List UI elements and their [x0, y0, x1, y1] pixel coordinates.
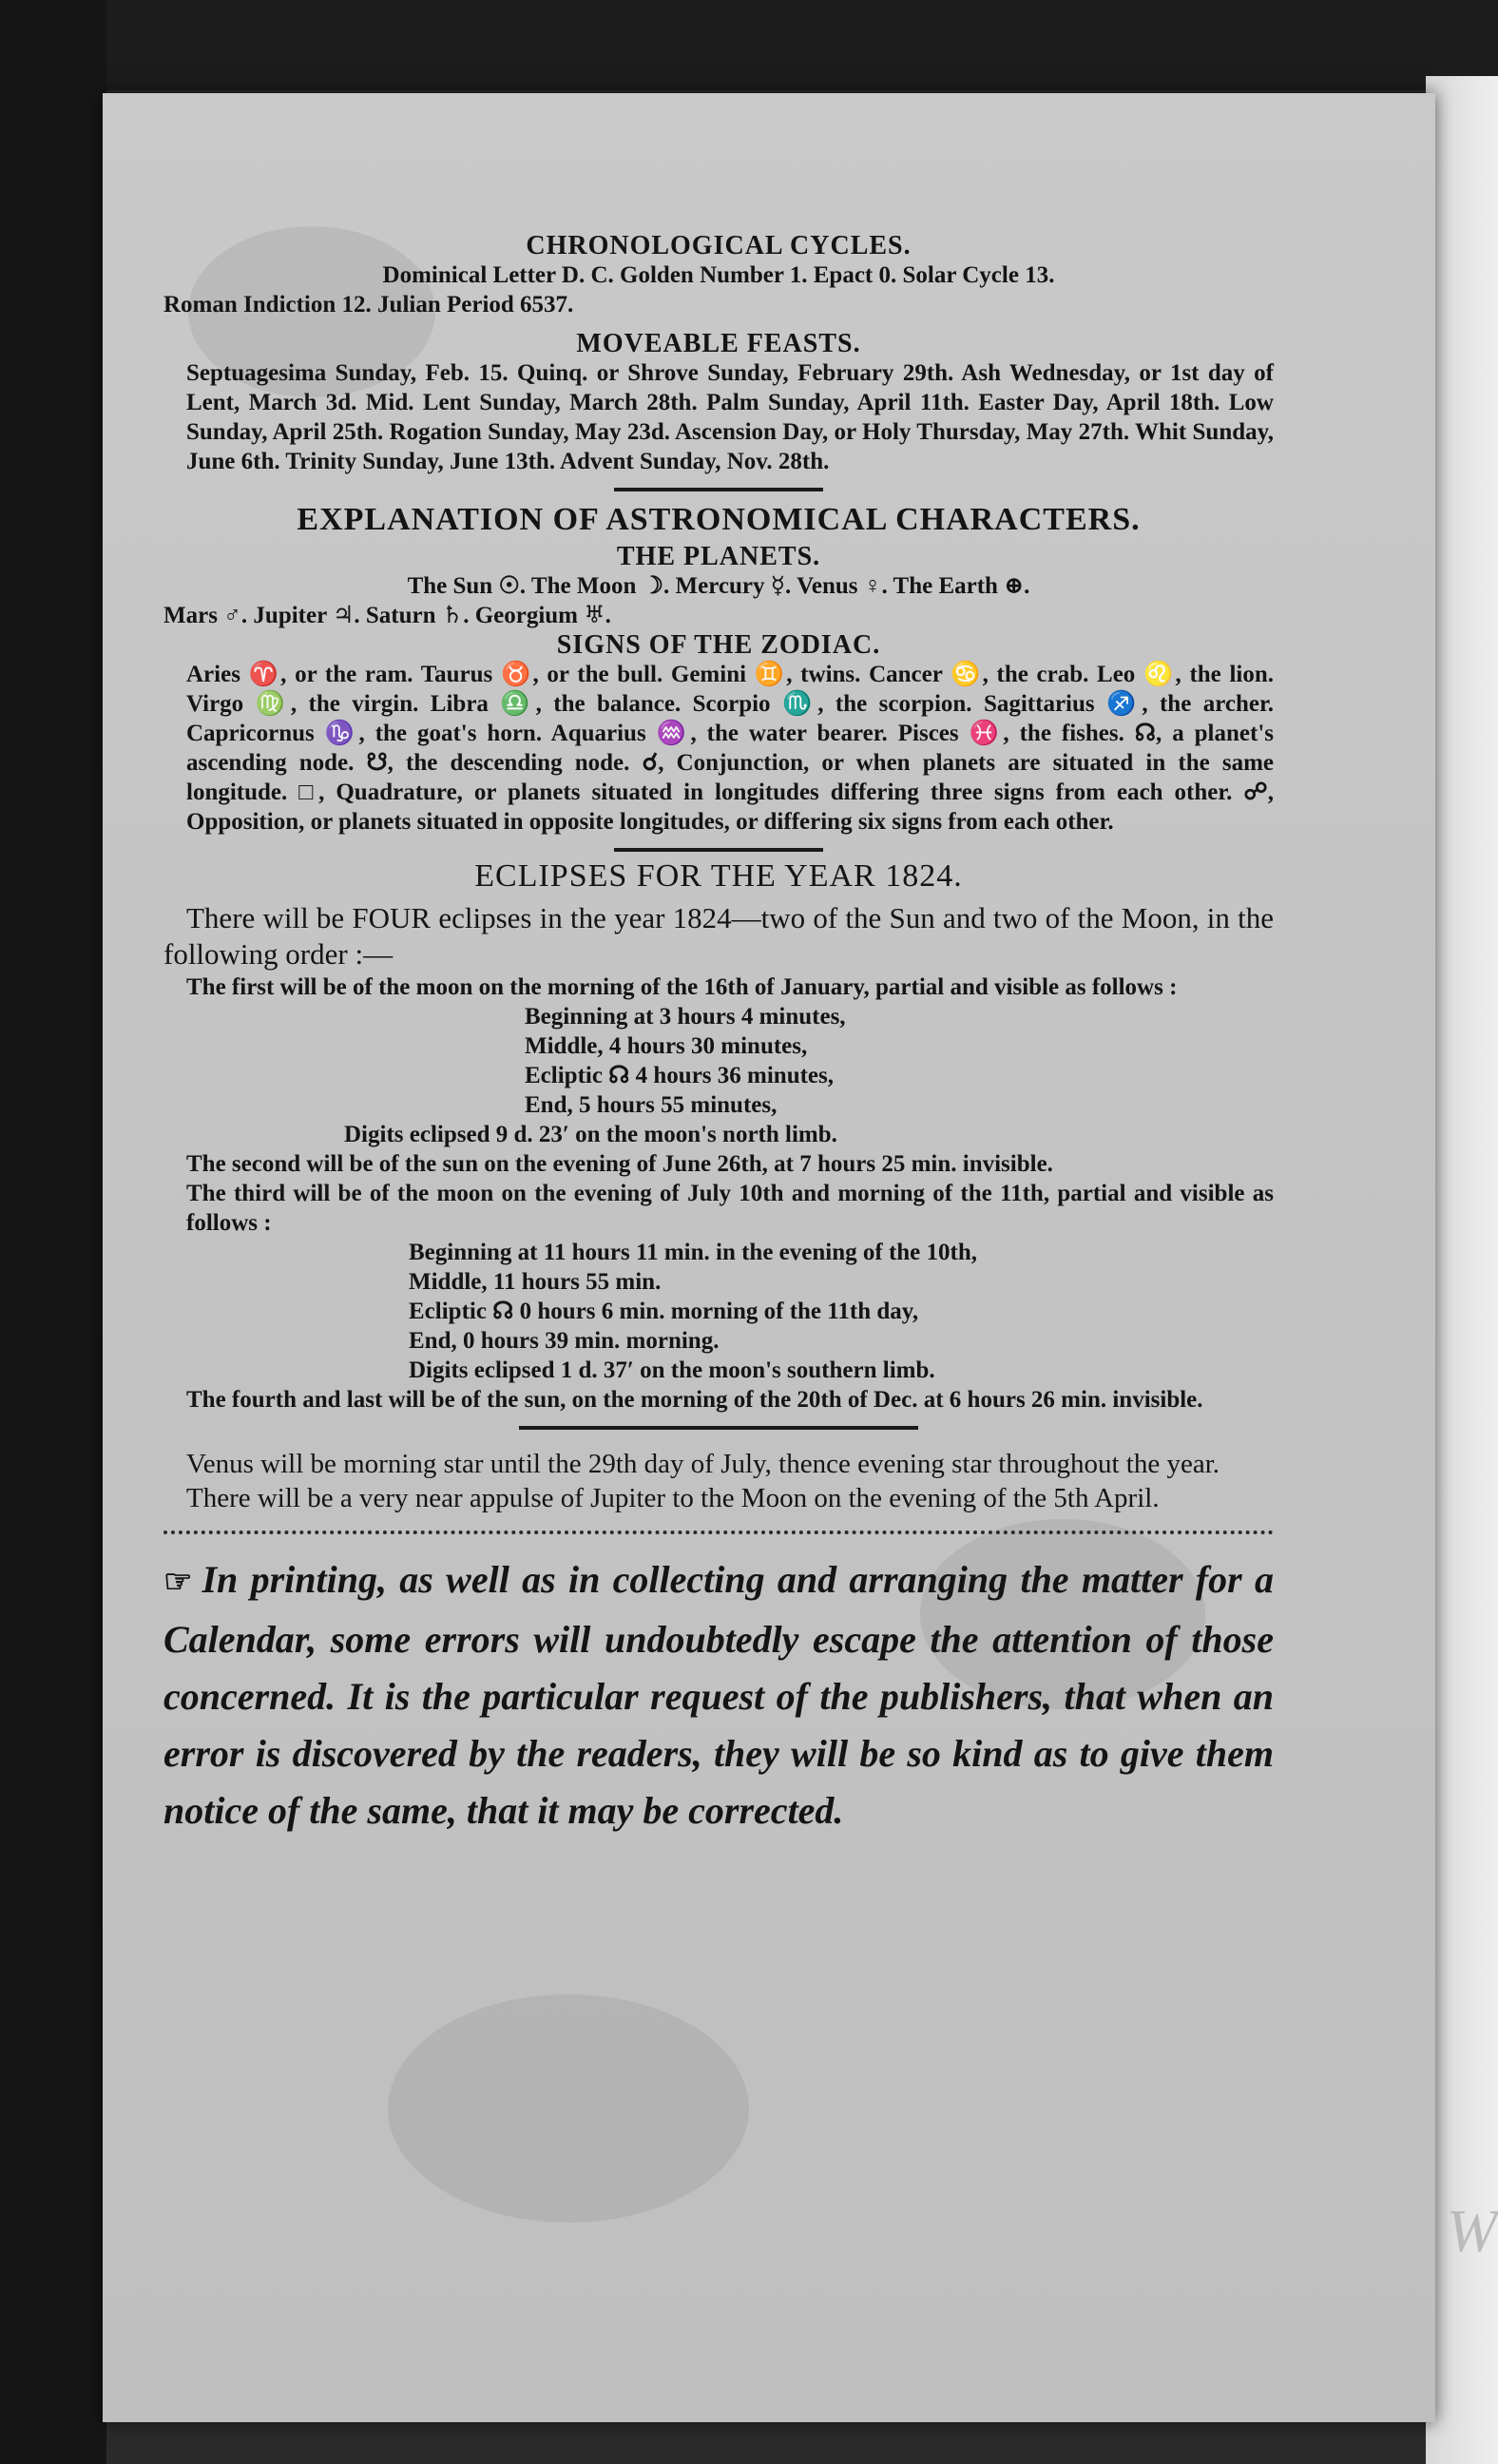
moveable-feasts-title: MOVEABLE FEASTS.: [576, 329, 861, 358]
adjacent-page-fragment: W: [1447, 2197, 1498, 2264]
eclipse-time-line: Beginning at 3 hours 4 minutes,: [525, 1004, 846, 1030]
chronological-line-1: Dominical Letter D. C. Golden Number 1. Epact 0. Solar Cycle 13.: [382, 262, 1055, 288]
eclipse-fourth: The fourth and last will be of the sun, on the morning of the 20th of Dec. at 6 hours 26 min. invisible.: [186, 1387, 1203, 1413]
eclipse-time-line: Ecliptic ☊ 4 hours 36 minutes,: [525, 1063, 834, 1088]
page-content: [163, 223, 1274, 1839]
zodiac-text: Aries ♈, or the ram. Taurus ♉, or the bull. Gemini ♊, twins. Cancer ♋, the crab. Leo ♌, the lion. Virgo ♍, the virgin. Libra ♎, the balance. Scorpio ♏, the scorpion. Sagittarius ♐, the archer. Capricornus ♑, the goat's horn. Aquarius ♒, the water bearer. Pisces ♓, the fishes. ☊, a planet's ascending node. ☋, the descending node. ☌, Conjunction, or when planets are situated in the same longitude. □, Quadrature, or planets situated in longitudes differing three signs from each other. ☍, Opposition, or planets situated in opposite longitudes, or differing six signs from each other.: [186, 662, 1274, 835]
eclipse-third-times: [163, 1238, 1274, 1385]
eclipse-first-digits: Digits eclipsed 9 d. 23′ on the moon's north limb.: [344, 1122, 837, 1147]
venus-note: Venus will be morning star until the 29th day of July, thence evening star throughout the year.: [186, 1449, 1220, 1479]
adjacent-page: [1426, 76, 1498, 2464]
publisher-notice-text: In printing, as well as in collecting and arranging the matter for a Calendar, some errors will undoubtedly escape the attention of those concerned. It is the particular request of the publishers, that when an error is discovered by the readers, they will be so kind as to give them notice of the same, that it may be corrected.: [163, 1558, 1274, 1832]
explanation-title: EXPLANATION OF ASTRONOMICAL CHARACTERS.: [297, 502, 1141, 537]
chronological-line-2: Roman Indiction 12. Julian Period 6537.: [163, 292, 574, 318]
eclipse-time-line: Middle, 11 hours 55 min.: [409, 1269, 662, 1295]
paper-stain: [388, 1994, 749, 2223]
eclipse-third: The third will be of the moon on the evening of July 10th and morning of the 11th, partial and visible as follows :: [186, 1181, 1274, 1236]
dotted-divider: [163, 1529, 1274, 1534]
eclipse-first-times: [163, 1002, 1274, 1120]
publisher-notice: [163, 1551, 1274, 1839]
pointing-hand-icon: ☞: [163, 1565, 193, 1600]
eclipse-time-line: Beginning at 11 hours 11 min. in the evening of the 10th,: [409, 1240, 977, 1265]
eclipse-time-line: Ecliptic ☊ 0 hours 6 min. morning of the 11th day,: [409, 1299, 919, 1324]
eclipse-time-line: End, 0 hours 39 min. morning.: [409, 1328, 720, 1354]
planets-title: THE PLANETS.: [616, 542, 821, 571]
section-divider: [614, 848, 823, 852]
planets-line-1: The Sun ☉. The Moon ☽. Mercury ☿. Venus ♀. The Earth ⊕.: [407, 573, 1030, 599]
scan-top-edge: [0, 0, 1498, 90]
section-divider: [614, 488, 823, 491]
moveable-feasts-text: Septuagesima Sunday, Feb. 15. Quinq. or Shrove Sunday, February 29th. Ash Wednesday, or 1st day of Lent, March 3d. Mid. Lent Sunday, March 28th. Palm Sunday, April 11th. Easter Day, April 18th. Low Sunday, April 25th. Rogation Sunday, May 23d. Ascension Day, or Holy Thursday, May 27th. Whit Sunday, June 6th. Trinity Sunday, June 13th. Advent Sunday, Nov. 28th.: [186, 360, 1274, 474]
eclipse-time-line: End, 5 hours 55 minutes,: [525, 1092, 778, 1118]
jupiter-note: There will be a very near appulse of Jupiter to the Moon on the evening of the 5th April.: [186, 1483, 1160, 1513]
planets-line-2: Mars ♂. Jupiter ♃. Saturn ♄. Georgium ♅.: [163, 603, 611, 628]
scan-left-edge: [0, 0, 106, 2464]
eclipse-time-line: Middle, 4 hours 30 minutes,: [525, 1033, 808, 1059]
section-divider: [519, 1426, 918, 1430]
eclipse-first: The first will be of the moon on the morning of the 16th of January, partial and visible as follows :: [186, 974, 1178, 1000]
eclipse-time-line: Digits eclipsed 1 d. 37′ on the moon's southern limb.: [409, 1357, 935, 1383]
chronological-title: CHRONOLOGICAL CYCLES.: [526, 231, 912, 260]
eclipses-title: ECLIPSES FOR THE YEAR 1824.: [474, 858, 963, 894]
zodiac-title: SIGNS OF THE ZODIAC.: [556, 630, 881, 660]
eclipse-second: The second will be of the sun on the evening of June 26th, at 7 hours 25 min. invisible.: [186, 1151, 1053, 1177]
eclipses-intro: There will be FOUR eclipses in the year 1824—two of the Sun and two of the Moon, in the following order :—: [163, 901, 1274, 971]
